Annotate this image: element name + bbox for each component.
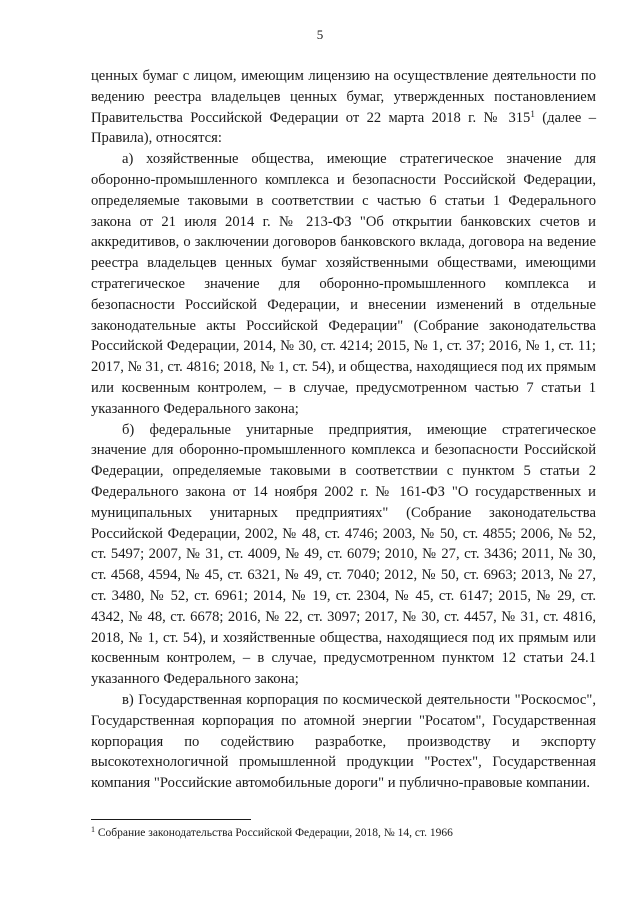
footnote-text: Собрание законодательства Российской Федерации, 2018, № 14, ст. 1966 xyxy=(97,827,453,839)
footnote xyxy=(91,826,596,841)
intro-text: ценных бумаг с лицом, имеющим лицензию на осуществление деятельности по ведению реестра владельцев ценных бумаг, утвержденных постановлением Правительства Российской Федерации от 22 марта 2018 г. № 315 xyxy=(91,68,596,126)
footnote-reference[interactable]: 1 xyxy=(530,108,535,119)
page-number: 5 xyxy=(316,27,324,42)
list-item-b: б) федеральные унитарные предприятия, имеющие стратегическое значение для оборонно-промышленного комплекса и безопасности Российской Федерации, определяемые таковыми в соответствии с пунктом 5 статьи 2 Федерального закона от 14 ноября 2002 г. № 161-ФЗ "О государственных и муниципальных унитарных предприятиях" (Собрание законодательства Российской Федерации, 2002, № 48, ст. 4746; 2003, № 50, ст. 4855; 2006, № 52, ст. 5497; 2007, № 31, ст. 4009, № 49, ст. 6079; 2010, № 27, ст. 3436; 2011, № 30, ст. 4568, 4594, № 45, ст. 6321, № 49, ст. 7040; 2012, № 50, ст. 6963; 2013, № 27, ст. 3480, № 52, ст. 6961; 2014, № 19, ст. 2304, № 45, ст. 6147; 2015, № 29, ст. 4342, № 48, ст. 6678; 2016, № 22, ст. 3097; 2017, № 30, ст. 4457, № 31, ст. 4816, 2018, № 1, ст. 54), и хозяйственные общества, находящиеся под их прямым или косвенным контролем, – в случае, предусмотренном пунктом 12 статьи 24.1 указанного Федерального закона; xyxy=(91,421,596,688)
intro-text-continued: (далее – Правила), относятся: xyxy=(91,109,596,147)
list-item-a: а) хозяйственные общества, имеющие стратегическое значение для оборонно-промышленного комплекса и безопасности Российской Федерации, определяемые таковыми в соответствии с частью 6 статьи 1 Федерального закона от 21 июля 2014 г. № 213-ФЗ "Об открытии банковских счетов и аккредитивов, о заключении договоров банковского вклада, договора на ведение реестра владельцев ценных бумаг хозяйственными обществами, имеющими стратегическое значение для оборонно-промышленного комплекса и безопасности Российской Федерации, и внесении изменений в отдельные законодательные акты Российской Федерации" (Собрание законодательства Российской Федерации, 2014, № 30, ст. 4214; 2015, № 1, ст. 37; 2016, № 1, ст. 11; 2017, № 31, ст. 4816; 2018, № 1, ст. 54), и общества, находящиеся под их прямым или косвенным контролем, – в случае, предусмотренном частью 7 статьи 1 указанного Федерального закона; xyxy=(91,151,596,417)
document-body xyxy=(91,66,596,794)
intro-paragraph xyxy=(91,66,596,149)
list-item-v: в) Государственная корпорация по космической деятельности "Роскосмос", Государственная корпорация по атомной энергии "Росатом", Государственная корпорация по содействию разработке, производству и экспорту высокотехнологичной промышленной продукции "Ростех", Государственная компания "Российские автомобильные дороги" и публично-правовые компании. xyxy=(91,691,596,792)
footnote-marker: 1 xyxy=(91,825,95,834)
footnote-divider xyxy=(91,819,251,820)
